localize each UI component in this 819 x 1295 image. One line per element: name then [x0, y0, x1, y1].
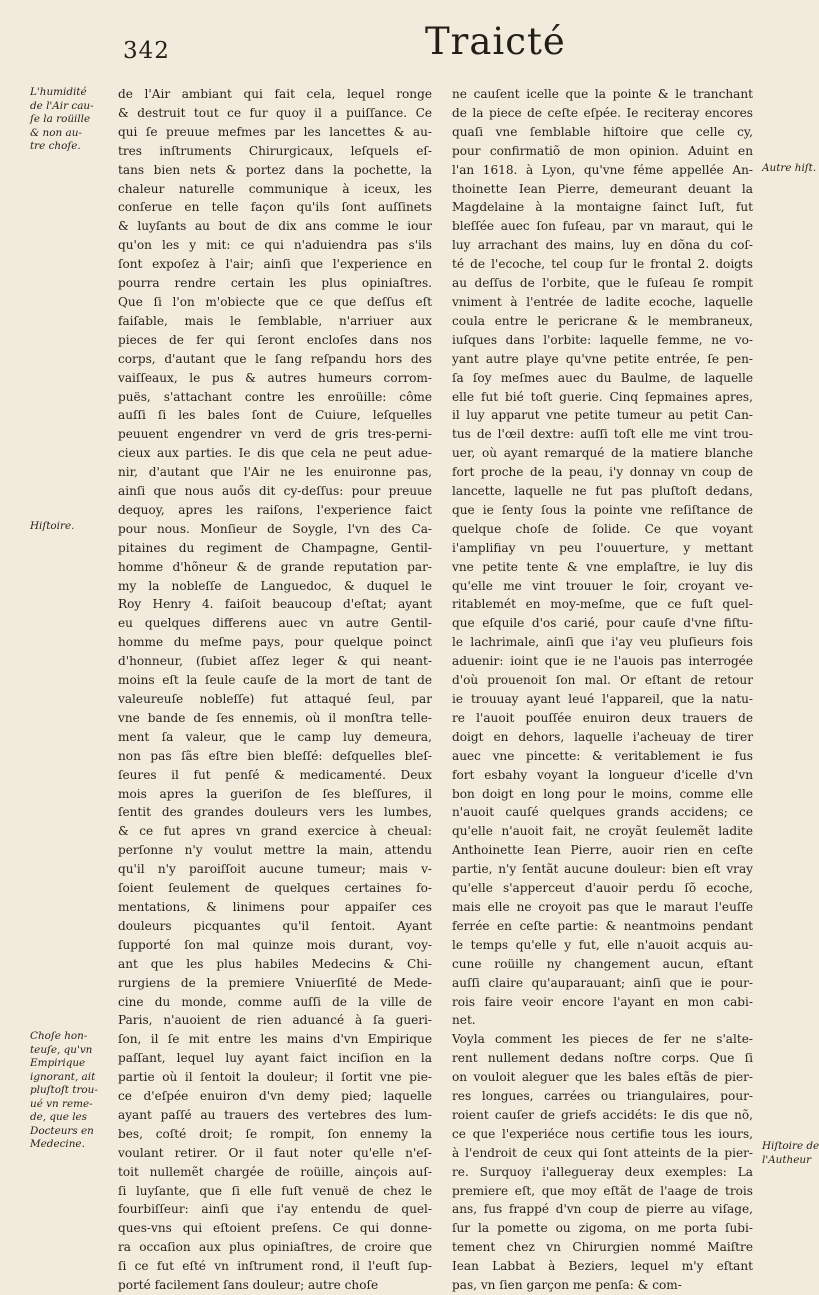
text-line: ce que l'experiéce nous certifie tous les iours, [452, 1126, 753, 1141]
text-line: cune roüille ny changement aucun, eſtant [452, 956, 753, 971]
text-line: qu'il n'y paroiſſoit aucune tumeur; mais v- [118, 862, 432, 877]
text-line: luy arrachant des mains, luy en dõna du coſ- [452, 238, 753, 253]
text-line: rurgiens de la premiere Vniuerſité de Mede- [118, 975, 432, 990]
text-line: roient cauſer de griefs accidéts: Ie dis que nõ, [452, 1107, 753, 1122]
page-number: 342 [123, 38, 170, 64]
text-line: vniment à l'entrée de ladite ecoche, laquelle [452, 294, 753, 309]
text-line: & luyſants au bout de dix ans comme le iour [118, 219, 432, 234]
text-line: ſeures il fut penſé & medicamenté. Deux [118, 767, 432, 782]
text-line: res longues, carrées ou triangulaires, pour- [452, 1089, 753, 1104]
text-line: i'amplifiay vn peu l'ouuerture, y mettant [452, 540, 753, 555]
text-line: re l'auoit pouſſée enuiron deux trauers de [452, 710, 753, 725]
text-line: té de l'ecoche, tel coup ſur le frontal 2. doigts [452, 257, 753, 272]
text-line: pour confirmatiõ de mon opinion. Aduint en [452, 143, 753, 158]
text-line: re. Surquoy i'allegueray deux exemples: La [452, 1164, 753, 1179]
text-line: mois apres la gueriſon de ſes bleſſures, il [118, 786, 432, 801]
text-line: Voyla comment les pieces de fer ne s'alte- [452, 1032, 753, 1047]
text-line: iuſques dans l'orbite: laquelle femme, ne vo- [452, 332, 753, 347]
margin-note-empirique: Choſe hon- teuſe, qu'vn Empirique ignorant, ait pluſtoſt trou- ué vn reme- de, que les Docteurs en Medecine. [30, 1030, 98, 1150]
text-line: pas, vn ſien garçon me penſa: & com- [452, 1278, 682, 1293]
text-line: auſſi claire qu'auparauant; ainſi que ie pour- [452, 975, 753, 990]
text-line: pourra rendre certain les plus opiniaſtres. [118, 276, 432, 291]
text-line: bon doigt en long pour le moins, comme elle [452, 786, 753, 801]
text-line: ſa ſoy meſmes auec du Baulme, de laquelle [452, 370, 753, 385]
text-line: ſont expoſez à l'air; ainſi que l'experience en [118, 257, 432, 272]
text-line: Paris, n'auoient de rien aduancé à ſa gueri- [118, 1013, 432, 1028]
text-line: quaſi vne ſemblable hiſtoire que celle cy, [452, 124, 753, 139]
text-line: bes, coſté droit; ſe rompit, ſon ennemy la [118, 1126, 432, 1141]
text-line: qu'elle me vint trouuer le ſoir, croyant ve- [452, 578, 753, 593]
text-line: le temps qu'elle y fut, elle n'auoit acquis au- [452, 937, 753, 952]
text-line: homme d'hõneur & de grande reputation par- [118, 559, 432, 574]
text-line: & destruit tout ce fur quoy il a puiſſance. Ce [118, 105, 432, 120]
text-line: aduenir: ioint que ie ne l'auois pas interrogée [452, 654, 753, 669]
text-line: quelque choſe de ſolide. Ce que voyant [452, 521, 753, 536]
text-line: on vouloit aleguer que les bales eſtãs de pier- [452, 1070, 753, 1085]
text-line: pieces de fer qui ſeront encloſes dans nos [118, 332, 432, 347]
text-line: fort proche de la peau, i'y donnay vn coup de [452, 465, 753, 480]
right-text-column [452, 85, 753, 1295]
text-line: doigt en dehors, laquelle i'acheuay de tirer [452, 729, 753, 744]
text-line: uer, où ayant remarqué de la matiere blanche [452, 446, 753, 461]
text-line: de la piece de ceſte eſpée. Ie reciteray encores [452, 105, 753, 120]
text-line: voulant retirer. Or il faut noter qu'elle n'eſ- [118, 1145, 432, 1160]
text-line: le lachrimale, ainſi que i'ay veu pluſieurs fois [452, 635, 753, 650]
text-line: pour nous. Monſieur de Soygle, l'vn des Ca- [118, 521, 432, 536]
text-line: lancette, laquelle ne fut pas pluſtoſt dedans, [452, 484, 753, 499]
text-line: bleſſée auec ſon fuſeau, par vn maraut, qui le [452, 219, 753, 234]
text-line: mentations, & linimens pour appaiſer ces [118, 899, 432, 914]
text-line: n'auoit cauſé quelques grands accidens; ce [452, 805, 753, 820]
text-line: ainſi que nous auős dit cy-deſſus: pour preuue [118, 484, 432, 499]
text-line: ferrée en ceſte partie: & neantmoins pendant [452, 918, 753, 933]
text-line: thoinette Iean Pierre, demeurant deuant la [452, 181, 753, 196]
text-line: valeureuſe nobleſſe) fut attaqué ſeul, par [118, 692, 432, 706]
text-line: coula entre le pericrane & le membraneux, [452, 313, 753, 328]
text-line: ſentit des grandes douleurs vers les lumbes, [118, 805, 432, 820]
running-title: Traicté [425, 20, 566, 63]
text-line: tans bien nets & portez dans la pochette, la [118, 162, 432, 177]
text-line: puës, s'attachant contre les enroüille: côme [118, 389, 432, 404]
text-line: porté facilement ſans douleur; autre choſe [118, 1278, 379, 1293]
text-line: my la nobleſſe de Languedoc, & duquel le [118, 578, 432, 593]
text-line: ayant paſſé au trauers des vertebres des lum- [118, 1107, 432, 1122]
text-line: ſupporté ſon mal quinze mois durant, voy- [118, 937, 432, 952]
text-line: d'honneur, (ſubiet aſſez leger & qui neant- [118, 654, 432, 669]
text-line: premiere eſt, que moy eſtãt de l'aage de trois [452, 1183, 753, 1198]
text-line: conſerue en telle façon qu'ils ſont auſſinets [118, 200, 432, 215]
text-line: ſon, il ſe mit entre les mains d'vn Empirique [118, 1032, 432, 1047]
text-line: net. [452, 1013, 476, 1028]
text-line: yant autre playe qu'vne petite entrée, ſe pen- [452, 351, 753, 366]
text-line: vne petite tente & vne emplaſtre, ie luy dis [452, 559, 753, 574]
text-line: ſoient ſeulement de quelques certaines fo- [118, 881, 432, 896]
text-line: l'an 1618. à Lyon, qu'vne féme appellée An- [452, 162, 753, 177]
text-line: tement chez vn Chirurgien nommé Maiſtre [452, 1240, 753, 1255]
margin-note-histoire: Hiſtoire. [30, 520, 75, 532]
text-line: à l'endroit de ceux qui ſont atteints de la pier- [452, 1145, 753, 1160]
text-line: ne cauſent icelle que la pointe & le tranchant [452, 87, 753, 101]
text-line: dequoy, apres les raiſons, l'experience faict [118, 502, 432, 517]
text-line: que eſquile d'os carié, pour cauſe d'vne fiſtu- [452, 616, 753, 631]
text-line: paſſant, lequel luy ayant faict inciſion en la [118, 1051, 432, 1066]
text-line: auſſi ſi les bales ſont de Cuiure, leſquelles [118, 408, 432, 423]
text-line: tres inſtruments Chirurgicaux, leſquels eſ- [118, 143, 432, 158]
text-line: d'où prouenoit ſon mal. Or eſtant de retour [452, 673, 753, 688]
text-line: perſonne n'y voulut mettre la main, attendu [118, 843, 432, 858]
text-line: ant que les plus habiles Medecins & Chi- [118, 956, 432, 971]
text-line: qu'on les y mit: ce qui n'aduiendra pas s'ils [118, 238, 432, 253]
text-line: cine du monde, comme auſſi de la ville de [118, 994, 432, 1009]
margin-note-histoire-auteur: Hiſtoire de l'Autheur [762, 1140, 819, 1166]
text-line: rois faire veoir encore l'ayant en mon cabi- [452, 994, 753, 1009]
text-line: cieux aux parties. Ie dis que cela ne peut adue- [118, 446, 432, 461]
text-line: toit nullemẽt chargée de roüille, ainçois auſ- [118, 1164, 432, 1179]
text-line: & ce fut apres vn grand exercice à cheual: [118, 824, 432, 839]
margin-note-humidity: L'humidité de l'Air cau- ſe la roüille & non au- tre choſe. [30, 86, 94, 152]
text-line: ſi ce fut eſté vn inſtrument rond, il l'euſt ſup- [118, 1259, 432, 1274]
text-line: fort esbahy voyant la longueur d'icelle d'vn [452, 767, 753, 782]
text-line: ra occaſion aux plus opiniaſtres, de croire que [118, 1240, 432, 1255]
text-line: corps, d'autant que le ſang reſpandu hors des [118, 351, 432, 366]
text-line: ie trouuay ayant leué l'appareil, que la natu- [452, 692, 753, 706]
text-line: faiſable, mais le ſemblable, n'arriuer aux [118, 313, 432, 328]
text-line: mais elle ne croyoit pas que le maraut l'euſſe [452, 899, 753, 914]
text-line: auec vne pincette: & veritablement ie fus [452, 748, 753, 763]
text-line: ques-vns qui eſtoient preſens. Ce qui donne- [118, 1221, 432, 1236]
text-line: tus de l'œil dextre: auſſi toſt elle me vint trou- [452, 427, 753, 442]
text-line: Roy Henry 4. faiſoit beaucoup d'eſtat; ayant [118, 597, 432, 612]
text-line: ſi luyſante, que ſi elle fuſt venuë de chez le [118, 1183, 432, 1198]
text-line: fourbiſſeur: ainſi que i'ay entendu de quel- [118, 1202, 432, 1217]
text-line: non pas ſãs eſtre bien bleſſé: deſquelles bleſ- [118, 748, 432, 763]
text-line: Magdelaine à la montaigne ſainct Iuſt, fut [452, 200, 753, 215]
text-line: vne bande de ſes ennemis, où il monſtra telle- [118, 710, 432, 725]
text-line: ment ſa valeur, que le camp luy demeura, [118, 729, 432, 744]
text-line: eu quelques differens auec vn autre Gentil- [118, 616, 432, 631]
text-line: Que ſi l'on m'obiecte que ce que deſſus eſt [118, 294, 432, 309]
text-line: elle fut bié toſt guerie. Cinq ſepmaines apres, [452, 389, 753, 404]
text-line: chaleur naturelle communique à iceux, les [118, 181, 432, 196]
text-line: douleurs picquantes qu'il ſentoit. Ayant [118, 918, 432, 933]
left-text-column [118, 85, 432, 1295]
text-line: ce d'eſpée enuiron d'vn demy pied; laquelle [118, 1089, 432, 1104]
text-line: ſur la pomette ou zigoma, on me porta ſubi- [452, 1221, 753, 1236]
text-line: au deſſus de l'orbite, que le fuſeau ſe rompit [452, 276, 753, 291]
text-line: ans, fus frappé d'vn coup de pierre au viſage, [452, 1202, 753, 1217]
text-line: que ie ſenty ſous la pointe vne reſiſtance de [452, 502, 753, 517]
text-line: Anthoinette Iean Pierre, auoir rien en ceſte [452, 843, 753, 858]
text-line: il luy apparut vne petite tumeur au petit Can- [452, 408, 753, 423]
text-line: qu'elle n'auoit fait, ne croyãt ſeulemẽt ladite [452, 824, 753, 839]
text-line: qu'elle s'apperceut d'auoir perdu ſõ ecoche, [452, 881, 753, 896]
text-line: ritablemét en moy-meſme, que ce fuſt quel- [452, 597, 753, 612]
text-line: Iean Labbat à Beziers, lequel m'y eſtant [452, 1259, 753, 1274]
text-line: homme du meſme pays, pour quelque poinct [118, 635, 432, 650]
text-line: partie où il ſentoit la douleur; il ſortit vne pie- [118, 1070, 432, 1085]
text-line: moins eſt la ſeule cauſe de la mort de tant de [118, 673, 432, 688]
text-line: peuuent engendrer vn verd de gris tres-perni- [118, 427, 432, 442]
text-line: qui ſe preuue mefmes par les lancettes & au- [118, 124, 432, 139]
text-line: partie, n'y ſentãt aucune douleur: bien eſt vray [452, 862, 753, 877]
margin-note-autre-histoire: Autre hiſt. [762, 162, 817, 174]
text-line: vaiſſeaux, le pus & autres humeurs corrom- [118, 370, 432, 385]
text-line: de l'Air ambiant qui fait cela, lequel ronge [118, 87, 432, 101]
text-line: pitaines du regiment de Champagne, Gentil- [118, 540, 432, 555]
text-line: rent nullement dedans noſtre corps. Que ſi [452, 1051, 753, 1066]
text-line: nir, d'autant que l'Air ne les enuironne pas, [118, 465, 432, 480]
